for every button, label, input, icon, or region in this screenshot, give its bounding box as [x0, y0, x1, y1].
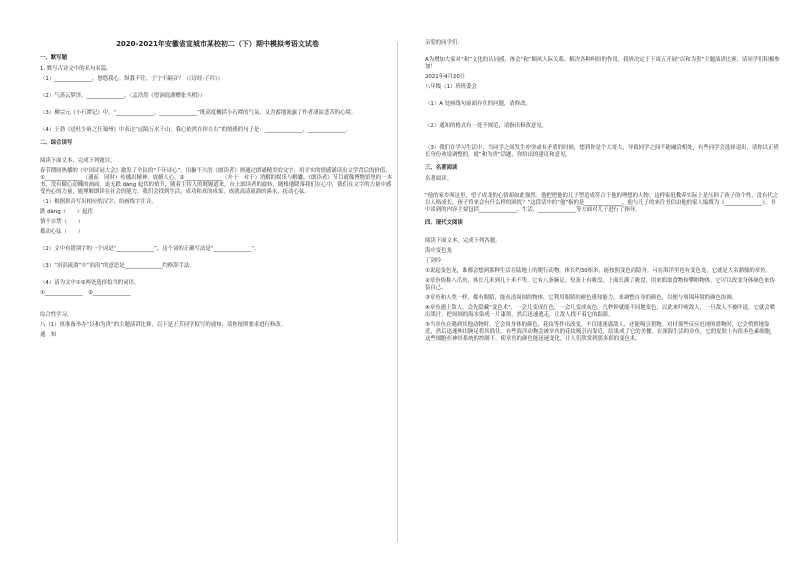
- section-4-intro: 阅读下面文本，完成下列各题。: [425, 238, 501, 245]
- essay-author: 丁剑玲: [425, 258, 442, 265]
- q5-blanks: ①______________ ②______________: [40, 290, 131, 297]
- q2-prompt: （1）根据拼音写出相应的汉字，给画线字注音。: [40, 199, 157, 206]
- q1-intro: 1. 默写古诗文中的名句名篇。: [40, 66, 112, 73]
- q1-item-2: （2）气蒸云梦泽，______________。（孟浩然《望洞庭湖赠张丞相》）: [40, 93, 206, 100]
- q4-prompt: （3）“涓涓流淌”中“涓涓”的意思是______________约修辞手法。: [40, 263, 195, 270]
- notice-greeting: 亲爱的同学们：: [425, 40, 463, 46]
- column-divider: [397, 42, 398, 542]
- essay-paragraph-3: ③章鱼和人类一样，都有眼睛，能看清周围的物体，它利用眼睛的颜色感知能力，来调整自身的颜色，以便与周围环境的颜色协调。: [425, 295, 738, 302]
- reading-intro: 阅读下面文本，完成下列题目。: [40, 158, 116, 165]
- left-column: [40, 40, 395, 342]
- section-3-text: “他的家乡叫这里，望子成龙的心情却如此强烈。他把把他的儿子塑造成符合于他的理想的人物。这样家庭教养实际上是压抑了孩子的个性，没有代之以人格成长，孩子将来会有什么样的困扰？”这段话中的“他”指的是______________，他与儿子的来往书信由他的家人编撰为《______________》。书中谈到的内容主要包括______________、生活、______________等方面对儿子进行了指导。: [425, 193, 779, 214]
- q1-item-4: （4）王勃《送杜少府之任蜀州》中表达“远隔万水千山，我心依然在你左右”的情感的句子是：______________，______________。: [40, 127, 351, 134]
- r-question-1: （1）A 处画线句前面存在的问题，请修改。: [425, 101, 531, 108]
- notice-signer: 八年级（1）班班委会: [425, 84, 477, 91]
- q5-prompt: （4）请为文中①②两处选择恰当的词语。: [40, 280, 140, 287]
- q1-item-3: （3）柳宗元《小石潭记》中，“______________，______________”既高度概括小石潭的气氛，又含蓄地流露了作者凄凉悲苦的心境。: [40, 110, 357, 117]
- paper-title: 2020-2021年安徽省宣城市某校初二（下）期中模拟考语文试卷: [116, 40, 319, 48]
- notice-date: 2021年4月20日: [425, 74, 466, 81]
- right-column: [425, 40, 780, 346]
- q3-prompt: （2）文中有错别字的一个词是“______________”，这个词的正确写法是“______________”。: [40, 246, 260, 253]
- q6-text: 八（1）班准备举办“以和为贵”的主题演讲比赛，以下是王芳同学拟写的通知，请你按照要求进行修改。: [40, 322, 287, 329]
- section-2-heading: 二、综合读写: [40, 140, 73, 147]
- q1-item-1: （1）______________，悠悠我心。纵我不往，子宁不嗣音？（《诗经·子衿》）: [40, 76, 224, 83]
- section-1-heading: 一、默写题: [40, 55, 67, 62]
- section-4-heading: 四、现代文阅读: [425, 220, 463, 227]
- r-question-3: （3）我们在学习生活中，当同学之间发生冲突或有矛盾的时候，想到你是个大哥大，导致同学之间不能融洽相处，有些同学会选择退出，请你以正班长身份劝说调整的，就“和为贵”话题，你给出的建议和意见。: [425, 145, 779, 159]
- essay-paragraph-5: ⑤当章鱼在遇到其他动物时，它会用身体的颜色、花纹等作出改变，不仅能迷惑敌人，还能吸引猎物。对付那些反应迟钝的猎物时，它会悄悄地靠近，然后迅速伸出腕足将其抓住。有些海洋动物会被章鱼的花纹吸引而靠近，结果成了它的美餐。在深海生活的章鱼，它的皮肤上有很多色素细胞，这些细胞在神经系统的控制下，使章鱼的颜色能迅速变化，让人们欣赏到那多彩的变色术。: [425, 322, 776, 343]
- essay-title: 海中变色龙: [425, 248, 452, 255]
- r-question-2: （2）通知的格式有一处不规范，请指出修改意见。: [425, 123, 548, 130]
- q6-heading: 综合性学习。: [40, 312, 73, 319]
- essay-paragraph-1: ①说起变色龙，谁都会想到那种生活在陆地上的爬行动物。体长约30厘米，能按照变色而隐身。可在海洋里也有变色龙，它就是大名鼎鼎的章鱼。: [425, 268, 771, 275]
- essay-paragraph-2: ②章鱼俗称八爪鱼，体长几米到几十米不等。它有八条腕足，每条上有吸盘，上面长满了吸盘，用来抓取食物和攀附物体，它可以改变身体颜色来伪装自己。: [425, 278, 775, 292]
- essay-paragraph-4: ④章鱼遇上敌人，会先隐藏“变色术”，一会儿变成红色，一会儿变成灰色，几秒钟就能不同地变色，以此来吓唬敌人，一旦敌人不被吓退，它就会喷出墨汁，把周围的海水染成一片漆黑，然后迅速逃走，让敌人找不着它的踪影。: [425, 305, 776, 319]
- q2-item-c: 拨动心弦（ ）: [40, 229, 84, 236]
- notice-body: A为增加大家对“和”文化的认同感，体会“和”顺风人际关系、解决各种纠纷的作用，我班决定于下周五开展“以和为贵”主题演讲比赛，请同学们积极参加！: [425, 57, 780, 71]
- reading-passage: 春节期间热播的《中国诗词大会》激发了全民的“千年诗心”。用掘不久的《朗读者》则通过朗诵精美的文字，用平实的情感诵读出文学背后的价值。①______________（通而 同时）传播出精神，震撼人心。②______________（介于 对于）消解的娱乐与解囊。《朗读者》节目就像博物馆里的一本书，没有做心动魄的画面，更无跌 dàng 起伏的情节，随着主持人的娓娓道来，台上朗读者的旋转，随格地降落我们在心中，我们在文字的力量中感受内心的力量，能理解朗读在社会的能力，我们会找到生活，成功和真的成果，成就高清流淌的溪水，抚动心弦。: [40, 168, 392, 196]
- section-3-intro: 名著阅读。: [425, 176, 452, 183]
- notice-title: 通 知: [40, 332, 57, 339]
- q2-item-b: 情不自禁（ ）: [40, 219, 84, 226]
- q2-item-a: 跌 dàng（ ）起伏: [40, 209, 94, 216]
- section-3-heading: 三、名著阅读: [425, 165, 458, 172]
